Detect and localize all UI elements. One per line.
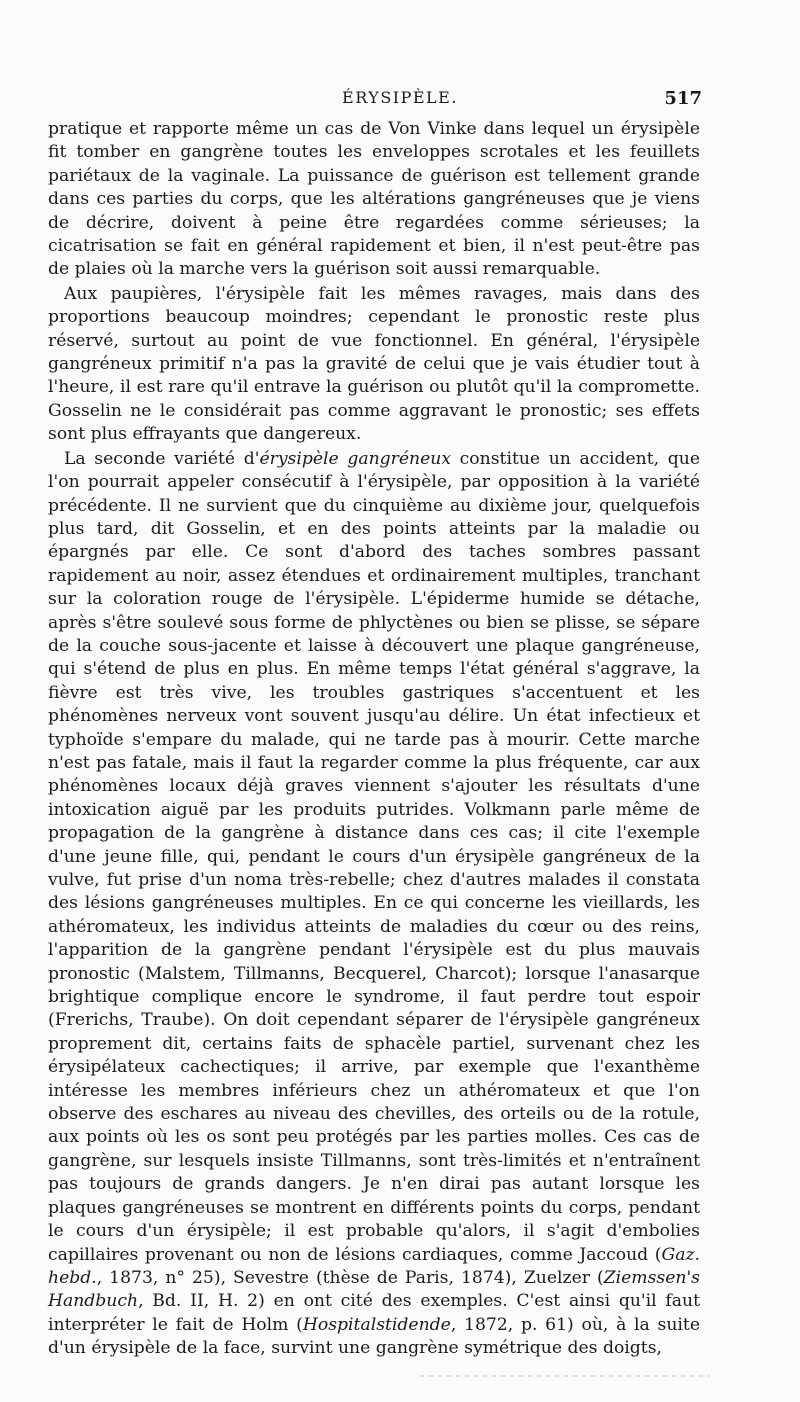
body-text	[48, 118, 700, 1361]
text-run: pratique et rapporte même un cas de Von Vinke dans lequel un érysipèle fit tomber en gangrène toutes les enveloppes scrotales et les feuillets pariétaux de la vaginale. La puissance de guérison est tellement grande dans ces parties du corps, que les altérations gangréneuses que je viens de décrire, doivent à peine être regardées comme sérieuses; la cicatrisation se fait en général rapidement et bien, il n'est peut-être pas de plaies où la marche vers la guérison soit aussi remarquable.	[48, 119, 700, 280]
italic-citation: Gaz. hebd.	[48, 1244, 700, 1288]
text-run: La seconde variété d'	[64, 448, 260, 469]
italic-term: érysipèle gangréneux	[259, 448, 452, 469]
paragraph-eyelids	[48, 283, 700, 447]
text-run: , Bd. II, H. 2) en ont cité des exemples. C'est ainsi qu'il faut interpréter le fait de Holm (	[48, 1291, 700, 1335]
text-run: , 1872, p. 61) où, à la suite d'un érysipèle de la face, survint une gangrène symétrique des doigts,	[48, 1314, 700, 1359]
italic-citation: Hospitalstidende	[302, 1314, 451, 1335]
paragraph-second-variety	[48, 448, 700, 1361]
text-run: constitue un accident, que l'on pourrait appeler consécutif à l'érysipèle, par opposition à la variété précédente. Il ne survient que du cinquième au dixième jour, quelquefois plus tard, dit Gosselin, et en des points atteints par la maladie ou épargnés par elle. Ce sont d'abord des taches sombres passant rapidement au noir, assez étendues et ordinairement multiples, tranchant sur la coloration rouge de l'érysipèle. L'épiderme humide se détache, après s'être soulevé sous forme de phlyctènes ou bien se plisse, se sépare de la couche sous-jacente et laisse à découvert une plaque gangréneuse, qui s'étend de plus en plus. En même temps l'état général s'aggrave, la fièvre est très vive, les troubles gastriques s'accentuent et les phénomènes nerveux vont souvent jusqu'au délire. Un état infectieux et typhoïde s'empare du malade, qui ne tarde pas à mourir. Cette marche n'est pas fatale, mais il faut la regarder comme la plus fréquente, car aux phénomènes locaux déjà graves viennent s'ajouter les résultats d'une intoxication aiguë par les produits putrides. Volkmann parle même de propagation de la gangrène à distance dans ces cas; il cite l'exemple d'une jeune fille, qui, pendant le cours d'un érysipèle gangréneux de la vulve, fut prise d'un noma très-rebelle; chez d'autres malades il constata des lésions gangréneuses multiples. En ce qui concerne les vieillards, les athéromateux, les individus atteints de maladies du cœur ou des reins, l'apparition de la gangrène pendant l'érysipèle est du plus mauvais pronostic (Malstem, Tillmanns, Becquerel, Charcot); lorsque l'anasarque brightique complique encore le syndrome, il faut perdre tout espoir (Frerichs, Traube). On doit cependant séparer de l'érysipèle gangréneux proprement dit, certains faits de sphacèle partiel, survenant chez les érysipélateux cachectiques; il arrive, par exemple que l'exanthème intéresse les membres inférieurs chez un athéromateux et que l'on observe des eschares au niveau des chevilles, des orteils ou de la rotule, aux points où les os sont peu protégés par les parties molles. Ces cas de gangrène, sur lesquels insiste Tillmanns, sont très-limités et n'entraînent pas toujours de grands dangers. Je n'en dirai pas autant lorsque les plaques gangréneuses se montrent en différents points du corps, pendant le cours d'un érysipèle; il est probable qu'alors, il s'agit d'embolies capillaires provenant ou non de lésions cardiaques, comme Jaccoud (	[48, 448, 700, 1265]
paragraph-continued	[48, 118, 700, 282]
running-head	[0, 88, 800, 114]
running-title: ÉRYSIPÈLE.	[342, 88, 458, 107]
text-run: , 1873, n° 25), Sevestre (thèse de Paris, 1874), Zuelzer (	[96, 1267, 604, 1288]
page-number: 517	[664, 88, 702, 109]
print-speckle	[420, 1375, 710, 1377]
text-run: Aux paupières, l'érysipèle fait les mêmes ravages, mais dans des proportions beaucoup moindres; cependant le pronostic reste plus réservé, surtout au point de vue fonctionnel. En général, l'érysipèle gangréneux primitif n'a pas la gravité de celui que je vais étudier tout à l'heure, il est rare qu'il entrave la guérison ou plutôt qu'il la compromette. Gosselin ne le considérait pas comme aggravant le pronostic; ses effets sont plus effrayants que dangereux.	[48, 283, 700, 445]
italic-citation: Ziemssen's Handbuch	[48, 1267, 700, 1312]
